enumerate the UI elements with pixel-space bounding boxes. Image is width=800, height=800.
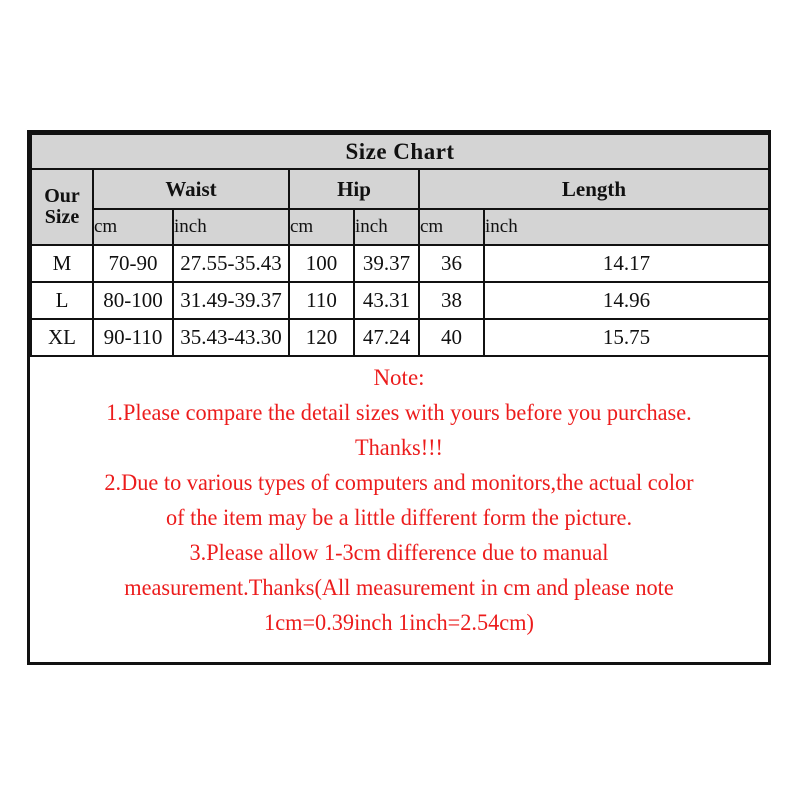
cell-waist-cm: 80-100 bbox=[93, 282, 173, 319]
note-line: 1.Please compare the detail sizes with yours before you purchase. bbox=[106, 400, 692, 425]
note-section bbox=[30, 347, 768, 662]
cell-waist-inch: 31.49-39.37 bbox=[173, 282, 289, 319]
note-line: 2.Due to various types of computers and monitors,the actual color bbox=[104, 470, 694, 495]
table-row bbox=[31, 245, 769, 282]
note-heading: Note: bbox=[373, 365, 425, 390]
header-waist-cm: cm bbox=[93, 209, 173, 245]
header-our-size bbox=[31, 169, 93, 245]
cell-length-inch: 15.75 bbox=[484, 319, 769, 356]
table-group-header-row bbox=[31, 169, 769, 209]
header-our-size-line2: Size bbox=[44, 206, 80, 228]
header-length-cm: cm bbox=[419, 209, 484, 245]
note-line: 1cm=0.39inch 1inch=2.54cm) bbox=[264, 610, 534, 635]
size-chart-title: Size Chart bbox=[31, 134, 769, 169]
cell-length-inch: 14.17 bbox=[484, 245, 769, 282]
cell-hip-inch: 39.37 bbox=[354, 245, 419, 282]
cell-length-cm: 36 bbox=[419, 245, 484, 282]
size-chart-panel bbox=[27, 130, 771, 665]
note-line: of the item may be a little different form the picture. bbox=[165, 505, 633, 530]
cell-hip-cm: 110 bbox=[289, 282, 354, 319]
cell-hip-cm: 120 bbox=[289, 319, 354, 356]
header-waist-inch: inch bbox=[173, 209, 289, 245]
header-group-length: Length bbox=[419, 169, 769, 209]
cell-waist-cm: 90-110 bbox=[93, 319, 173, 356]
header-group-hip: Hip bbox=[289, 169, 419, 209]
header-our-size-line1: Our bbox=[44, 185, 80, 207]
cell-hip-inch: 47.24 bbox=[354, 319, 419, 356]
cell-waist-cm: 70-90 bbox=[93, 245, 173, 282]
header-length-inch: inch bbox=[484, 209, 769, 245]
header-hip-inch: inch bbox=[354, 209, 419, 245]
cell-waist-inch: 35.43-43.30 bbox=[173, 319, 289, 356]
cell-length-cm: 40 bbox=[419, 319, 484, 356]
note-line: measurement.Thanks(All measurement in cm and please note bbox=[124, 575, 674, 600]
note-line: Thanks!!! bbox=[355, 435, 443, 460]
cell-hip-inch: 43.31 bbox=[354, 282, 419, 319]
header-group-waist: Waist bbox=[93, 169, 289, 209]
cell-waist-inch: 27.55-35.43 bbox=[173, 245, 289, 282]
cell-length-inch: 14.96 bbox=[484, 282, 769, 319]
table-unit-header-row bbox=[31, 209, 769, 245]
cell-size: M bbox=[31, 245, 93, 282]
note-line: 3.Please allow 1-3cm difference due to manual bbox=[189, 540, 609, 565]
cell-size: XL bbox=[31, 319, 93, 356]
table-title-row bbox=[31, 134, 769, 169]
cell-length-cm: 38 bbox=[419, 282, 484, 319]
size-chart-table bbox=[30, 133, 770, 357]
cell-hip-cm: 100 bbox=[289, 245, 354, 282]
table-row bbox=[31, 282, 769, 319]
cell-size: L bbox=[31, 282, 93, 319]
header-hip-cm: cm bbox=[289, 209, 354, 245]
